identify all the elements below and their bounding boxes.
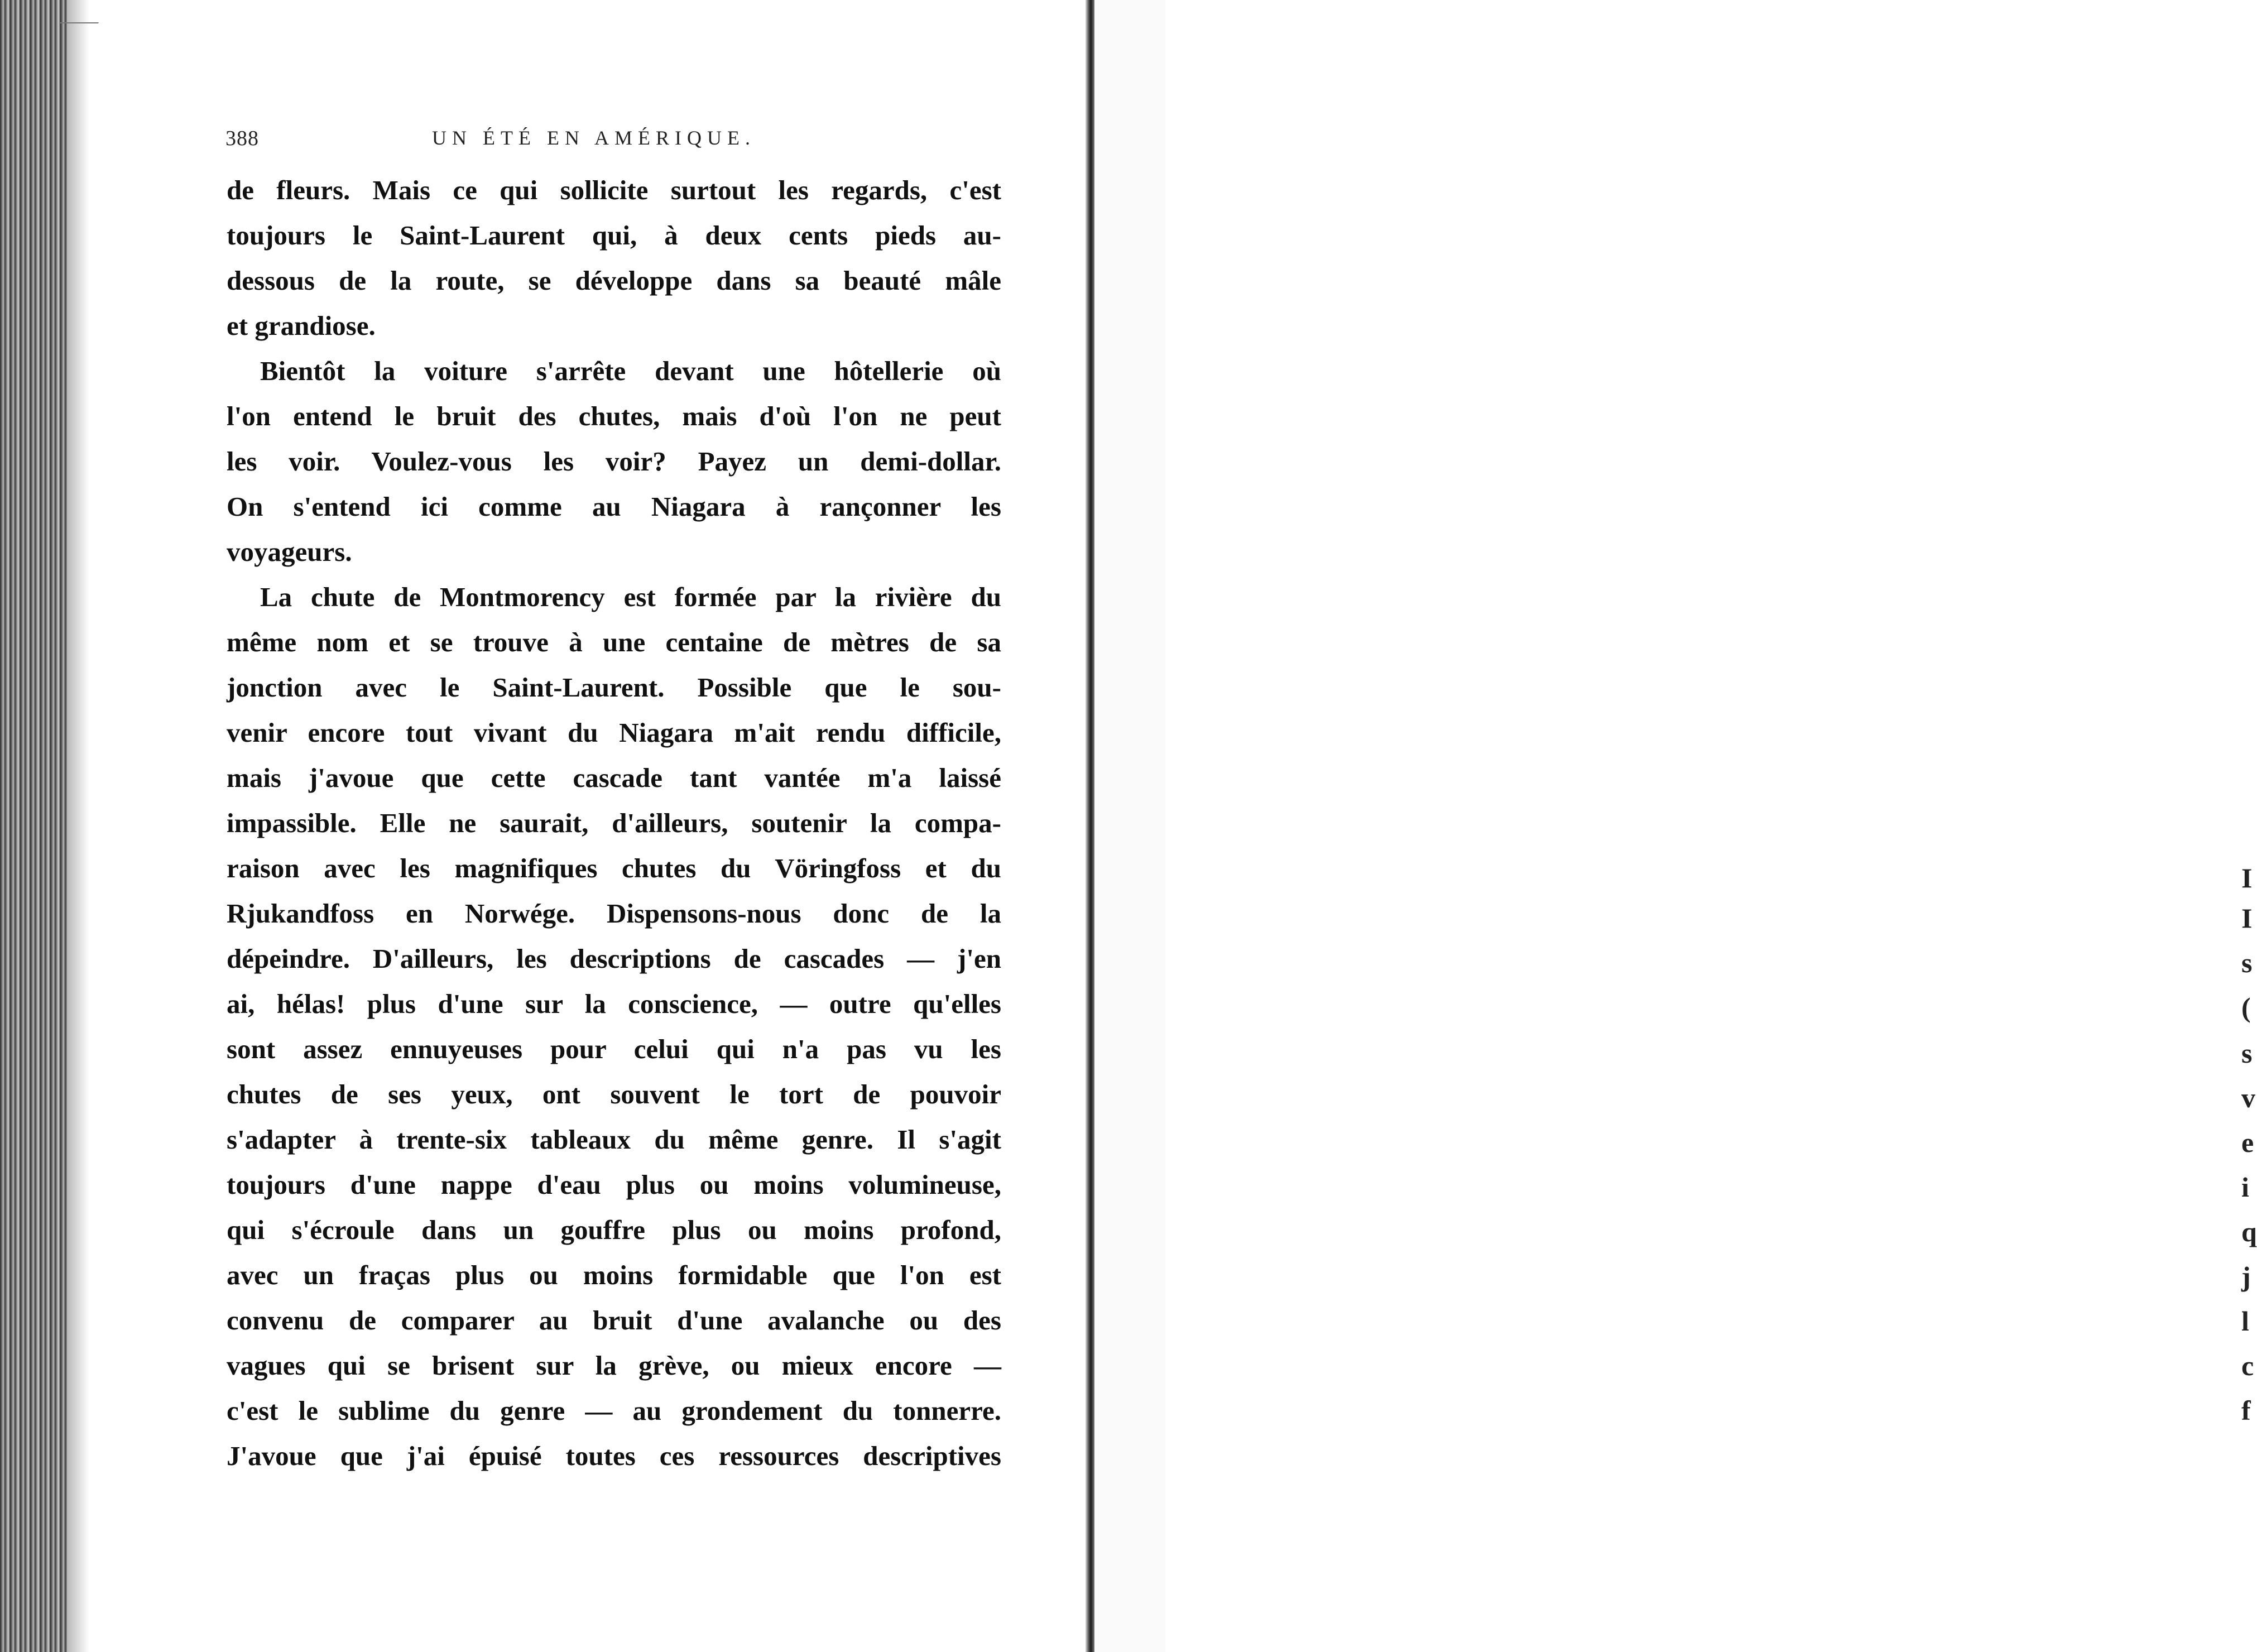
text-line: c'est le sublime du genre — au grondement du tonnerre. — [227, 1395, 1001, 1426]
book-gutter — [1086, 0, 1094, 1652]
body-text — [227, 167, 1001, 1478]
text-line: et grandiose. — [227, 310, 376, 341]
running-header — [225, 126, 996, 160]
running-title: UN ÉTÉ EN AMÉRIQUE. — [432, 127, 756, 149]
facing-page-fragment: l — [2241, 1305, 2249, 1337]
text-line: de fleurs. Mais ce qui sollicite surtout les regards, c'est — [227, 175, 1001, 205]
text-line: On s'entend ici comme au Niagara à rançonner les — [227, 491, 1001, 522]
facing-page-fragment: v — [2241, 1082, 2255, 1113]
text-line: convenu de comparer au bruit d'une avalanche ou des — [227, 1305, 1001, 1336]
facing-page-fragment: i — [2241, 1171, 2249, 1203]
facing-page-fragment: f — [2241, 1395, 2251, 1426]
facing-page-fragment: s — [2241, 1038, 2253, 1069]
text-line: avec un fraças plus ou moins formidable que l'on est — [227, 1260, 1001, 1290]
text-line: vagues qui se brisent sur la grève, ou mieux encore — — [227, 1350, 1001, 1381]
text-line: La chute de Montmorency est formée par la rivière du — [260, 582, 1001, 612]
facing-page-fragment: q — [2241, 1216, 2257, 1247]
text-line: venir encore tout vivant du Niagara m'ait rendu difficile, — [227, 717, 1001, 748]
text-line: toujours d'une nappe d'eau plus ou moins volumineuse, — [227, 1169, 1001, 1200]
text-line: impassible. Elle ne saurait, d'ailleurs, soutenir la compa- — [227, 808, 1001, 838]
text-line: raison avec les magnifiques chutes du Vöringfoss et du — [227, 853, 1001, 883]
text-line: dépeindre. D'ailleurs, les descriptions de cascades — j'en — [227, 943, 1001, 974]
text-line: s'adapter à trente-six tableaux du même genre. Il s'agit — [227, 1124, 1001, 1155]
facing-page-fragment: I — [2241, 862, 2253, 894]
facing-page-fragment: c — [2241, 1350, 2254, 1381]
page-edge-shadow — [67, 0, 89, 1652]
text-line: les voir. Voulez-vous les voir? Payez un demi-dollar. — [227, 446, 1001, 477]
text-line: ai, hélas! plus d'une sur la conscience, — outre qu'elles — [227, 988, 1001, 1019]
text-line: qui s'écroule dans un gouffre plus ou moins profond, — [227, 1214, 1001, 1245]
text-line: toujours le Saint-Laurent qui, à deux cents pieds au- — [227, 220, 1001, 251]
text-line: mais j'avoue que cette cascade tant vantée m'a laissé — [227, 762, 1001, 793]
text-line: même nom et se trouve à une centaine de mètres de sa — [227, 627, 1001, 657]
text-line: sont assez ennuyeuses pour celui qui n'a pas vu les — [227, 1034, 1001, 1064]
facing-page-edge — [1094, 0, 2257, 1652]
text-line: Rjukandfoss en Norwége. Dispensons-nous donc de la — [227, 898, 1001, 929]
text-line: dessous de la route, se développe dans sa beauté mâle — [227, 265, 1001, 296]
facing-page-fragment: s — [2241, 947, 2253, 978]
text-line: J'avoue que j'ai épuisé toutes ces ressources descriptives — [227, 1440, 1001, 1471]
facing-page-fragment: e — [2241, 1127, 2254, 1158]
page-stack-edge — [0, 0, 67, 1652]
facing-page-fragment: j — [2241, 1261, 2251, 1292]
text-line: Bientôt la voiture s'arrête devant une hôtellerie où — [260, 356, 1001, 386]
page-number: 388 — [225, 127, 259, 150]
text-line: chutes de ses yeux, ont souvent le tort de pouvoir — [227, 1079, 1001, 1110]
facing-page-fragment: ( — [2241, 992, 2251, 1023]
text-line: voyageurs. — [227, 536, 352, 567]
text-line: jonction avec le Saint-Laurent. Possible que le sou- — [227, 672, 1001, 703]
facing-page-fragment: I — [2241, 902, 2253, 934]
text-line: l'on entend le bruit des chutes, mais d'où l'on ne peut — [227, 401, 1001, 431]
